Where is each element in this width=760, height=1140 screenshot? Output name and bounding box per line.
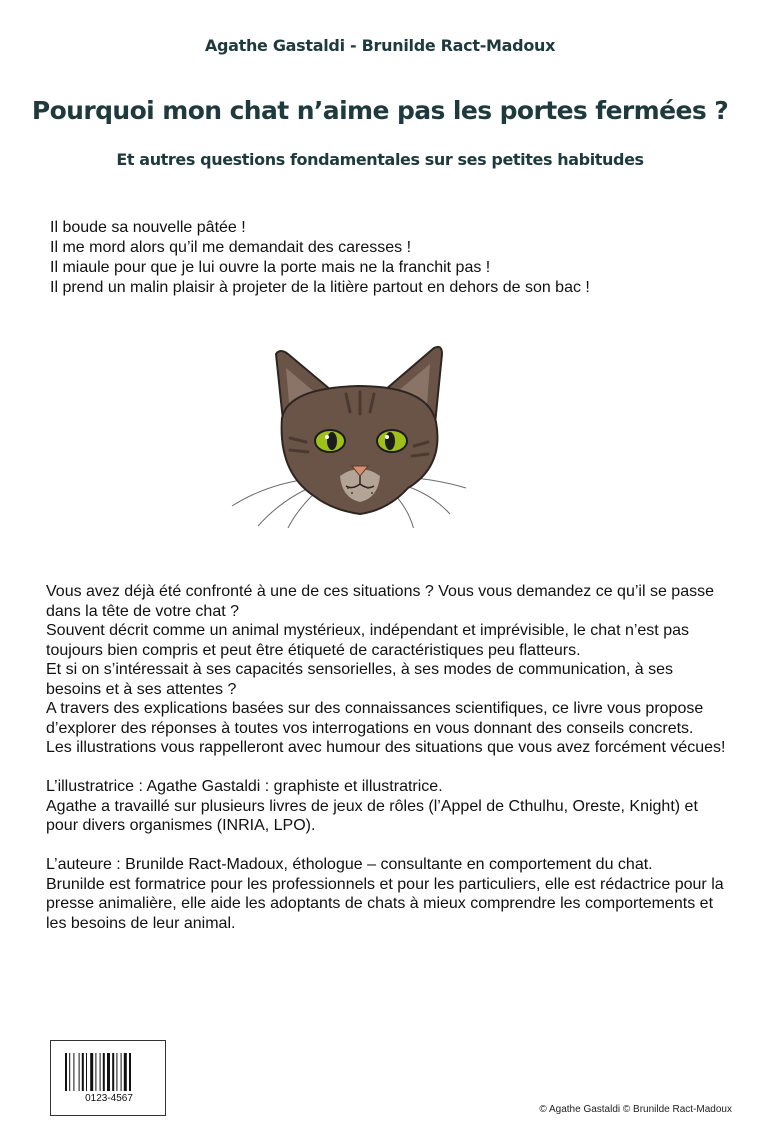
book-title: Pourquoi mon chat n’aime pas les portes fermées ?	[31, 96, 729, 125]
book-subtitle: Et autres questions fondamentales sur ses petites habitudes	[116, 150, 644, 169]
description-paragraph: Les illustrations vous rappelleront avec humour des situations que vous avez forcément vécues!	[46, 739, 726, 756]
hook-line: Il prend un malin plaisir à projeter de la litière partout en dehors de son bac !	[50, 279, 590, 296]
author-bio: Brunilde est formatrice pour les professionnels et pour les particuliers, elle est rédactrice pour la presse animalière, elle aide les adoptants de chats à mieux comprendre les comportements et les besoins de leur animal.	[46, 875, 724, 932]
illustrator-title: L’illustratrice : Agathe Gastaldi : graphiste et illustratrice.	[46, 778, 443, 795]
barcode	[50, 1040, 166, 1116]
barcode-number: 0123-4567	[85, 1093, 133, 1104]
description-paragraph: Souvent décrit comme un animal mystérieux, indépendant et imprévisible, le chat n’est pas toujours bien compris et peut être étiqueté de caractéristiques peu flatteurs.	[46, 622, 689, 659]
barcode-bars	[65, 1053, 153, 1091]
hook-line: Il boude sa nouvelle pâtée !	[50, 219, 246, 236]
description-paragraph: Vous avez déjà été confronté à une de ces situations ? Vous vous demandez ce qu’il se passe dans la tête de votre chat ?	[46, 583, 714, 620]
description-paragraph: Et si on s’intéressait à ses capacités sensorielles, à ses modes de communication, à ses besoins et à ses attentes ?	[46, 661, 673, 698]
hook-line: Il me mord alors qu’il me demandait des caresses !	[50, 239, 412, 256]
author-title: L’auteure : Brunilde Ract-Madoux, éthologue – consultante en comportement du chat.	[46, 856, 653, 873]
illustrator-bio: Agathe a travaillé sur plusieurs livres de jeux de rôles (l’Appel de Cthulhu, Oreste, Knight) et pour divers organismes (INRIA, LPO).	[46, 797, 698, 834]
copyright-notice: © Agathe Gastaldi © Brunilde Ract-Madoux	[539, 1104, 732, 1115]
authors-line: Agathe Gastaldi - Brunilde Ract-Madoux	[204, 36, 556, 55]
hook-questions	[50, 218, 730, 298]
back-cover-description	[46, 582, 726, 933]
hook-line: Il miaule pour que je lui ouvre la porte mais ne la franchit pas !	[50, 259, 491, 276]
description-paragraph: A travers des explications basées sur des connaissances scientifiques, ce livre vous propose d’explorer des réponses à toutes vos interrogations en vous donnant des conseils concrets.	[46, 700, 704, 737]
cat-face-illustration	[228, 338, 488, 528]
